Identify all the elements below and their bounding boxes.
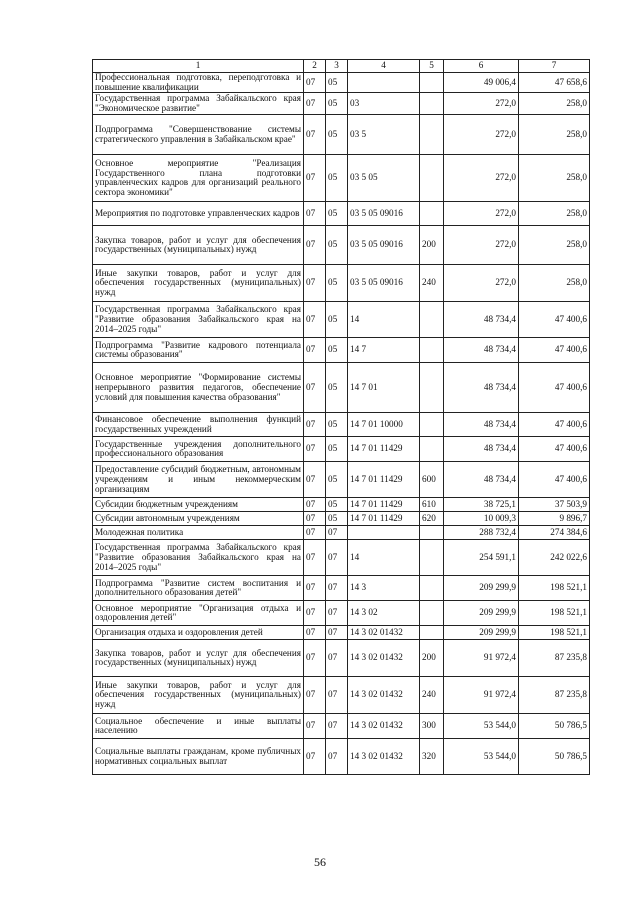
section-code-cell: 07 (304, 413, 326, 437)
section-code-cell: 07 (304, 93, 326, 115)
expense-type-cell (420, 302, 444, 338)
amount-col6-cell: 48 734,4 (444, 338, 519, 363)
amount-col7-cell: 258,0 (519, 226, 590, 265)
subsection-code-cell: 05 (326, 338, 348, 363)
section-code-cell: 07 (304, 512, 326, 526)
section-code-cell: 07 (304, 363, 326, 413)
table-row (93, 437, 590, 462)
amount-col7-cell: 198 521,1 (519, 626, 590, 640)
table-row (93, 155, 590, 202)
table-row (93, 202, 590, 226)
row-name-cell: Закупка товаров, работ и услуг для обеспечения государственных (муниципальных) нужд (93, 640, 304, 677)
row-name-cell: Основное мероприятие "Организация отдыха и оздоровления детей" (93, 601, 304, 626)
amount-col7-cell: 50 786,5 (519, 739, 590, 775)
amount-col7-cell: 258,0 (519, 93, 590, 115)
target-article-cell: 03 5 05 09016 (348, 226, 420, 265)
expense-type-cell (420, 526, 444, 540)
amount-col6-cell: 91 972,4 (444, 640, 519, 677)
table-row (93, 302, 590, 338)
section-code-cell: 07 (304, 462, 326, 498)
table-row (93, 363, 590, 413)
target-article-cell: 14 3 02 01432 (348, 626, 420, 640)
row-name-cell: Организация отдыха и оздоровления детей (93, 626, 304, 640)
subsection-code-cell: 05 (326, 73, 348, 93)
amount-col7-cell: 274 384,6 (519, 526, 590, 540)
target-article-cell: 03 5 05 (348, 155, 420, 202)
row-name-cell: Закупка товаров, работ и услуг для обеспечения государственных (муниципальных) нужд (93, 226, 304, 265)
row-name-cell: Подпрограмма "Развитие кадрового потенциала системы образования" (93, 338, 304, 363)
section-code-cell: 07 (304, 338, 326, 363)
target-article-cell: 03 5 05 09016 (348, 202, 420, 226)
amount-col6-cell: 272,0 (444, 93, 519, 115)
target-article-cell: 03 (348, 93, 420, 115)
expense-type-cell (420, 413, 444, 437)
target-article-cell: 14 3 02 01432 (348, 739, 420, 775)
row-name-cell: Субсидии бюджетным учреждениям (93, 498, 304, 512)
amount-col6-cell: 48 734,4 (444, 413, 519, 437)
amount-col7-cell: 9 896,7 (519, 512, 590, 526)
expense-type-cell: 610 (420, 498, 444, 512)
table-row (93, 226, 590, 265)
subsection-code-cell: 05 (326, 437, 348, 462)
amount-col6-cell: 48 734,4 (444, 462, 519, 498)
expense-type-cell: 200 (420, 640, 444, 677)
section-code-cell: 07 (304, 640, 326, 677)
subsection-code-cell: 07 (326, 714, 348, 739)
row-name-cell: Молодежная политика (93, 526, 304, 540)
header-cell: 2 (304, 60, 326, 73)
subsection-code-cell: 05 (326, 265, 348, 302)
target-article-cell: 14 7 01 11429 (348, 512, 420, 526)
target-article-cell: 14 7 01 (348, 363, 420, 413)
section-code-cell: 07 (304, 302, 326, 338)
amount-col6-cell: 10 009,3 (444, 512, 519, 526)
subsection-code-cell: 05 (326, 226, 348, 265)
amount-col6-cell: 38 725,1 (444, 498, 519, 512)
amount-col6-cell: 272,0 (444, 265, 519, 302)
amount-col6-cell: 272,0 (444, 202, 519, 226)
expense-type-cell: 320 (420, 739, 444, 775)
amount-col6-cell: 48 734,4 (444, 363, 519, 413)
amount-col6-cell: 53 544,0 (444, 714, 519, 739)
row-name-cell: Финансовое обеспечение выполнения функций государственных учреждений (93, 413, 304, 437)
amount-col6-cell: 272,0 (444, 115, 519, 155)
table-row (93, 739, 590, 775)
subsection-code-cell: 05 (326, 462, 348, 498)
subsection-code-cell: 07 (326, 626, 348, 640)
target-article-cell: 14 3 02 (348, 601, 420, 626)
amount-col6-cell: 272,0 (444, 226, 519, 265)
row-name-cell: Иные закупки товаров, работ и услуг для обеспечения государственных (муниципальных) нужд (93, 265, 304, 302)
subsection-code-cell: 07 (326, 526, 348, 540)
target-article-cell: 14 7 01 11429 (348, 498, 420, 512)
table-row (93, 626, 590, 640)
amount-col6-cell: 254 591,1 (444, 540, 519, 576)
page-number: 56 (314, 855, 326, 869)
amount-col7-cell: 47 400,6 (519, 437, 590, 462)
target-article-cell: 14 (348, 302, 420, 338)
amount-col6-cell: 48 734,4 (444, 437, 519, 462)
table-row (93, 640, 590, 677)
target-article-cell: 14 (348, 540, 420, 576)
row-name-cell: Государственная программа Забайкальского края "Экономическое развитие" (93, 93, 304, 115)
row-name-cell: Субсидии автономным учреждениям (93, 512, 304, 526)
amount-col6-cell: 91 972,4 (444, 677, 519, 714)
amount-col6-cell: 288 732,4 (444, 526, 519, 540)
header-cell: 4 (348, 60, 420, 73)
expense-type-cell (420, 626, 444, 640)
subsection-code-cell: 05 (326, 115, 348, 155)
subsection-code-cell: 07 (326, 601, 348, 626)
table-row (93, 526, 590, 540)
subsection-code-cell: 05 (326, 498, 348, 512)
expense-type-cell (420, 601, 444, 626)
row-name-cell: Государственная программа Забайкальского края "Развитие образования Забайкальского края на 2014–2025 годы" (93, 540, 304, 576)
amount-col7-cell: 47 400,6 (519, 413, 590, 437)
amount-col7-cell: 258,0 (519, 115, 590, 155)
row-name-cell: Основное мероприятие "Реализация Государственного плана подготовки управленческих кадров для организаций реального сектора экономики" (93, 155, 304, 202)
row-name-cell: Социальное обеспечение и иные выплаты населению (93, 714, 304, 739)
row-name-cell: Иные закупки товаров, работ и услуг для обеспечения государственных (муниципальных) нужд (93, 677, 304, 714)
subsection-code-cell: 05 (326, 413, 348, 437)
expense-type-cell: 200 (420, 226, 444, 265)
target-article-cell: 14 3 02 01432 (348, 640, 420, 677)
amount-col7-cell: 258,0 (519, 155, 590, 202)
section-code-cell: 07 (304, 115, 326, 155)
section-code-cell: 07 (304, 226, 326, 265)
amount-col6-cell: 209 299,9 (444, 626, 519, 640)
table-row (93, 338, 590, 363)
expense-type-cell (420, 437, 444, 462)
amount-col6-cell: 49 006,4 (444, 73, 519, 93)
expense-type-cell (420, 155, 444, 202)
amount-col6-cell: 272,0 (444, 155, 519, 202)
budget-table (92, 59, 590, 775)
expense-type-cell: 600 (420, 462, 444, 498)
table-row (93, 601, 590, 626)
section-code-cell: 07 (304, 202, 326, 226)
target-article-cell (348, 73, 420, 93)
target-article-cell: 14 3 02 01432 (348, 677, 420, 714)
section-code-cell: 07 (304, 601, 326, 626)
amount-col7-cell: 258,0 (519, 265, 590, 302)
amount-col6-cell: 209 299,9 (444, 576, 519, 601)
amount-col7-cell: 47 400,6 (519, 363, 590, 413)
subsection-code-cell: 07 (326, 640, 348, 677)
row-name-cell: Мероприятия по подготовке управленческих кадров (93, 202, 304, 226)
amount-col7-cell: 198 521,1 (519, 576, 590, 601)
expense-type-cell (420, 540, 444, 576)
table-row (93, 93, 590, 115)
subsection-code-cell: 05 (326, 155, 348, 202)
subsection-code-cell: 05 (326, 93, 348, 115)
amount-col7-cell: 47 400,6 (519, 338, 590, 363)
target-article-cell: 14 3 (348, 576, 420, 601)
row-name-cell: Государственные учреждения дополнительного профессионального образования (93, 437, 304, 462)
row-name-cell: Основное мероприятие "Формирование системы непрерывного развития педагогов, обеспечение условий для повышения качества образования" (93, 363, 304, 413)
expense-type-cell: 620 (420, 512, 444, 526)
table-row (93, 265, 590, 302)
subsection-code-cell: 07 (326, 540, 348, 576)
table-row (93, 73, 590, 93)
target-article-cell: 14 3 02 01432 (348, 714, 420, 739)
subsection-code-cell: 07 (326, 739, 348, 775)
amount-col6-cell: 48 734,4 (444, 302, 519, 338)
table-row (93, 714, 590, 739)
amount-col7-cell: 258,0 (519, 202, 590, 226)
expense-type-cell (420, 93, 444, 115)
expense-type-cell (420, 576, 444, 601)
amount-col7-cell: 47 658,6 (519, 73, 590, 93)
header-cell: 5 (420, 60, 444, 73)
table-row (93, 677, 590, 714)
section-code-cell: 07 (304, 155, 326, 202)
amount-col7-cell: 87 235,8 (519, 677, 590, 714)
target-article-cell: 14 7 (348, 338, 420, 363)
expense-type-cell: 300 (420, 714, 444, 739)
amount-col7-cell: 87 235,8 (519, 640, 590, 677)
amount-col6-cell: 53 544,0 (444, 739, 519, 775)
header-cell: 6 (444, 60, 519, 73)
expense-type-cell (420, 338, 444, 363)
target-article-cell: 14 7 01 11429 (348, 437, 420, 462)
row-name-cell: Подпрограмма "Совершенствование системы стратегического управления в Забайкальском крае" (93, 115, 304, 155)
table-row (93, 540, 590, 576)
section-code-cell: 07 (304, 739, 326, 775)
section-code-cell: 07 (304, 73, 326, 93)
table-row (93, 576, 590, 601)
subsection-code-cell: 07 (326, 576, 348, 601)
table-row (93, 413, 590, 437)
section-code-cell: 07 (304, 626, 326, 640)
expense-type-cell (420, 363, 444, 413)
amount-col7-cell: 242 022,6 (519, 540, 590, 576)
subsection-code-cell: 07 (326, 677, 348, 714)
expense-type-cell (420, 73, 444, 93)
target-article-cell: 14 7 01 11429 (348, 462, 420, 498)
table-row (93, 115, 590, 155)
header-cell: 1 (93, 60, 304, 73)
header-cell: 3 (326, 60, 348, 73)
subsection-code-cell: 05 (326, 512, 348, 526)
section-code-cell: 07 (304, 540, 326, 576)
amount-col7-cell: 198 521,1 (519, 601, 590, 626)
section-code-cell: 07 (304, 714, 326, 739)
section-code-cell: 07 (304, 576, 326, 601)
subsection-code-cell: 05 (326, 302, 348, 338)
expense-type-cell: 240 (420, 265, 444, 302)
table-row (93, 498, 590, 512)
target-article-cell (348, 526, 420, 540)
amount-col6-cell: 209 299,9 (444, 601, 519, 626)
row-name-cell: Социальные выплаты гражданам, кроме публичных нормативных социальных выплат (93, 739, 304, 775)
row-name-cell: Предоставление субсидий бюджетным, автономным учреждениям и иным некоммерческим организациям (93, 462, 304, 498)
amount-col7-cell: 37 503,9 (519, 498, 590, 512)
section-code-cell: 07 (304, 265, 326, 302)
row-name-cell: Подпрограмма "Развитие систем воспитания и дополнительного образования детей" (93, 576, 304, 601)
expense-type-cell (420, 115, 444, 155)
row-name-cell: Государственная программа Забайкальского края "Развитие образования Забайкальского края на 2014–2025 годы" (93, 302, 304, 338)
target-article-cell: 03 5 05 09016 (348, 265, 420, 302)
target-article-cell: 14 7 01 10000 (348, 413, 420, 437)
table-row (93, 462, 590, 498)
section-code-cell: 07 (304, 677, 326, 714)
section-code-cell: 07 (304, 437, 326, 462)
target-article-cell: 03 5 (348, 115, 420, 155)
expense-type-cell (420, 202, 444, 226)
subsection-code-cell: 05 (326, 202, 348, 226)
amount-col7-cell: 50 786,5 (519, 714, 590, 739)
amount-col7-cell: 47 400,6 (519, 462, 590, 498)
subsection-code-cell: 05 (326, 363, 348, 413)
row-name-cell: Профессиональная подготовка, переподготовка и повышение квалификации (93, 73, 304, 93)
amount-col7-cell: 47 400,6 (519, 302, 590, 338)
section-code-cell: 07 (304, 526, 326, 540)
section-code-cell: 07 (304, 498, 326, 512)
expense-type-cell: 240 (420, 677, 444, 714)
table-row (93, 512, 590, 526)
header-row (93, 60, 590, 73)
header-cell: 7 (519, 60, 590, 73)
